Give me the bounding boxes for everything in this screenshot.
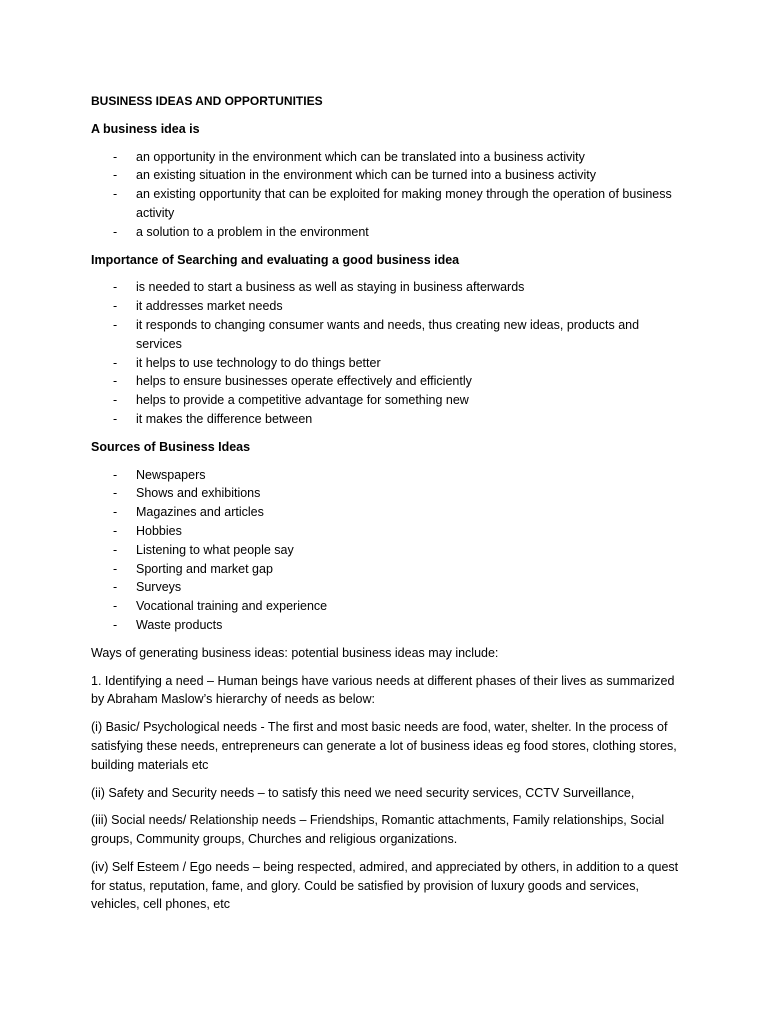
paragraph-safety-needs: (ii) Safety and Security needs – to satisfy this need we need security services, CCTV Surveillance, <box>91 785 635 800</box>
list-item: - Surveys <box>91 578 688 597</box>
paragraph-ways-of-generating: Ways of generating business ideas: potential business ideas may include: <box>91 645 499 660</box>
list-item: - it responds to changing consumer wants and needs, thus creating new ideas, products and services <box>113 317 640 351</box>
dash-bullet: - <box>113 617 118 632</box>
list-item: - is needed to start a business as well as staying in business afterwards <box>91 278 688 297</box>
dash-bullet: - <box>113 280 118 295</box>
section-heading-sources: Sources of Business Ideas <box>91 439 251 454</box>
list-item: - Sporting and market gap <box>91 560 688 579</box>
paragraph-esteem-needs: (iv) Self Esteem / Ego needs – being respected, admired, and appreciated by others, in addition to a quest for status, reputation, fame, and glory. Could be satisfied by provision of luxury goods and services, vehicles, cell phones, etc <box>91 859 679 912</box>
dash-bullet: - <box>113 299 118 314</box>
dash-bullet: - <box>113 411 118 426</box>
importance-list <box>91 278 688 428</box>
list-item: - Magazines and articles <box>91 503 688 522</box>
dash-bullet: - <box>113 542 118 557</box>
list-item: - Hobbies <box>91 522 688 541</box>
paragraph-basic-needs: (i) Basic/ Psychological needs - The first and most basic needs are food, water, shelter. In the process of satisfying these needs, entrepreneurs can generate a lot of business ideas eg food stores, clothing stores, building materials etc <box>91 720 677 772</box>
list-item: - an existing situation in the environment which can be turned into a business activity <box>91 166 688 185</box>
list-item: - Vocational training and experience <box>91 597 688 616</box>
dash-bullet: - <box>113 393 118 408</box>
list-item: - Listening to what people say <box>91 541 688 560</box>
list-item: - helps to ensure businesses operate effectively and efficiently <box>91 372 688 391</box>
section-heading-importance: Importance of Searching and evaluating a good business idea <box>91 252 460 267</box>
dash-bullet: - <box>113 168 118 183</box>
dash-bullet: - <box>113 317 118 332</box>
list-item: - Shows and exhibitions <box>91 484 688 503</box>
list-item: - an opportunity in the environment which can be translated into a business activity <box>91 148 688 167</box>
list-item: - it helps to use technology to do things better <box>91 354 688 373</box>
dash-bullet: - <box>113 467 118 482</box>
dash-bullet: - <box>113 505 118 520</box>
list-item: - it addresses market needs <box>91 297 688 316</box>
section-heading-business-idea: A business idea is <box>91 121 200 136</box>
list-item: - a solution to a problem in the environment <box>91 223 688 242</box>
dash-bullet: - <box>113 486 118 501</box>
list-item: - Newspapers <box>91 466 688 485</box>
sources-list <box>91 466 688 635</box>
dash-bullet: - <box>113 149 118 164</box>
dash-bullet: - <box>113 523 118 538</box>
dash-bullet: - <box>113 355 118 370</box>
list-item: - Waste products <box>91 616 688 635</box>
dash-bullet: - <box>113 187 118 202</box>
dash-bullet: - <box>113 374 118 389</box>
paragraph-identifying-a-need: 1. Identifying a need – Human beings have various needs at different phases of their lives as summarized by Abraham Maslow’s hierarchy of needs as below: <box>91 673 675 707</box>
dash-bullet: - <box>113 561 118 576</box>
dash-bullet: - <box>113 599 118 614</box>
paragraph-social-needs: (iii) Social needs/ Relationship needs – Friendships, Romantic attachments, Family relationships, Social groups, Community groups, Churches and religious organizations. <box>91 813 665 847</box>
dash-bullet: - <box>113 580 118 595</box>
document-title: BUSINESS IDEAS AND OPPORTUNITIES <box>91 94 323 108</box>
dash-bullet: - <box>113 224 118 239</box>
list-item: - helps to provide a competitive advantage for something new <box>91 391 688 410</box>
business-idea-list <box>91 148 688 242</box>
list-item: - an existing opportunity that can be exploited for making money through the operation of business activity <box>113 187 672 220</box>
list-item: - it makes the difference between <box>91 410 688 429</box>
